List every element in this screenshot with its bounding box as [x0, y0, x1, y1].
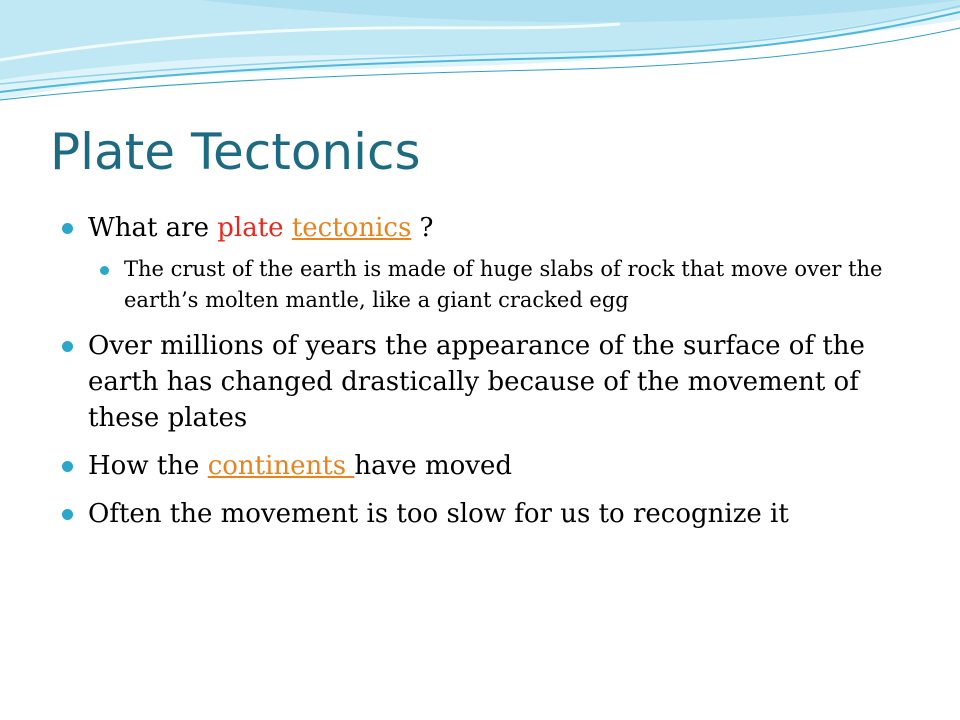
bullet-dot-icon	[62, 461, 73, 472]
bullet-list	[60, 210, 920, 544]
highlight-plate: plate	[217, 213, 284, 243]
bullet-space	[284, 213, 292, 243]
bullet-movement-too-slow	[60, 496, 920, 532]
bullet-dot-icon	[100, 266, 109, 275]
sub-bullet-crust-description	[96, 254, 920, 316]
bullet-text: What are	[88, 213, 218, 243]
bullet-dot-icon	[62, 509, 73, 520]
continents-link[interactable]: continents	[207, 451, 355, 481]
tectonics-link[interactable]: tectonics	[291, 213, 412, 243]
bullet-text-suffix: ?	[411, 213, 434, 243]
bullet-surface-changes	[60, 328, 920, 436]
bullet-what-are-plate-tectonics	[60, 210, 920, 246]
bullet-text: Over millions of years the appearance of the surface of the earth has changed drastically because of the movement of these plates	[88, 331, 865, 433]
bullet-text: How the	[88, 451, 208, 481]
bullet-dot-icon	[62, 341, 73, 352]
bullet-continents-moved	[60, 448, 920, 484]
wave-banner-decoration	[0, 0, 960, 120]
bullet-text-suffix: have moved	[354, 451, 512, 481]
bullet-dot-icon	[62, 223, 73, 234]
sub-bullet-text: The crust of the earth is made of huge slabs of rock that move over the earth’s molten mantle, like a giant cracked egg	[124, 257, 883, 312]
bullet-text: Often the movement is too slow for us to recognize it	[88, 499, 789, 529]
slide-title: Plate Tectonics	[50, 123, 421, 181]
